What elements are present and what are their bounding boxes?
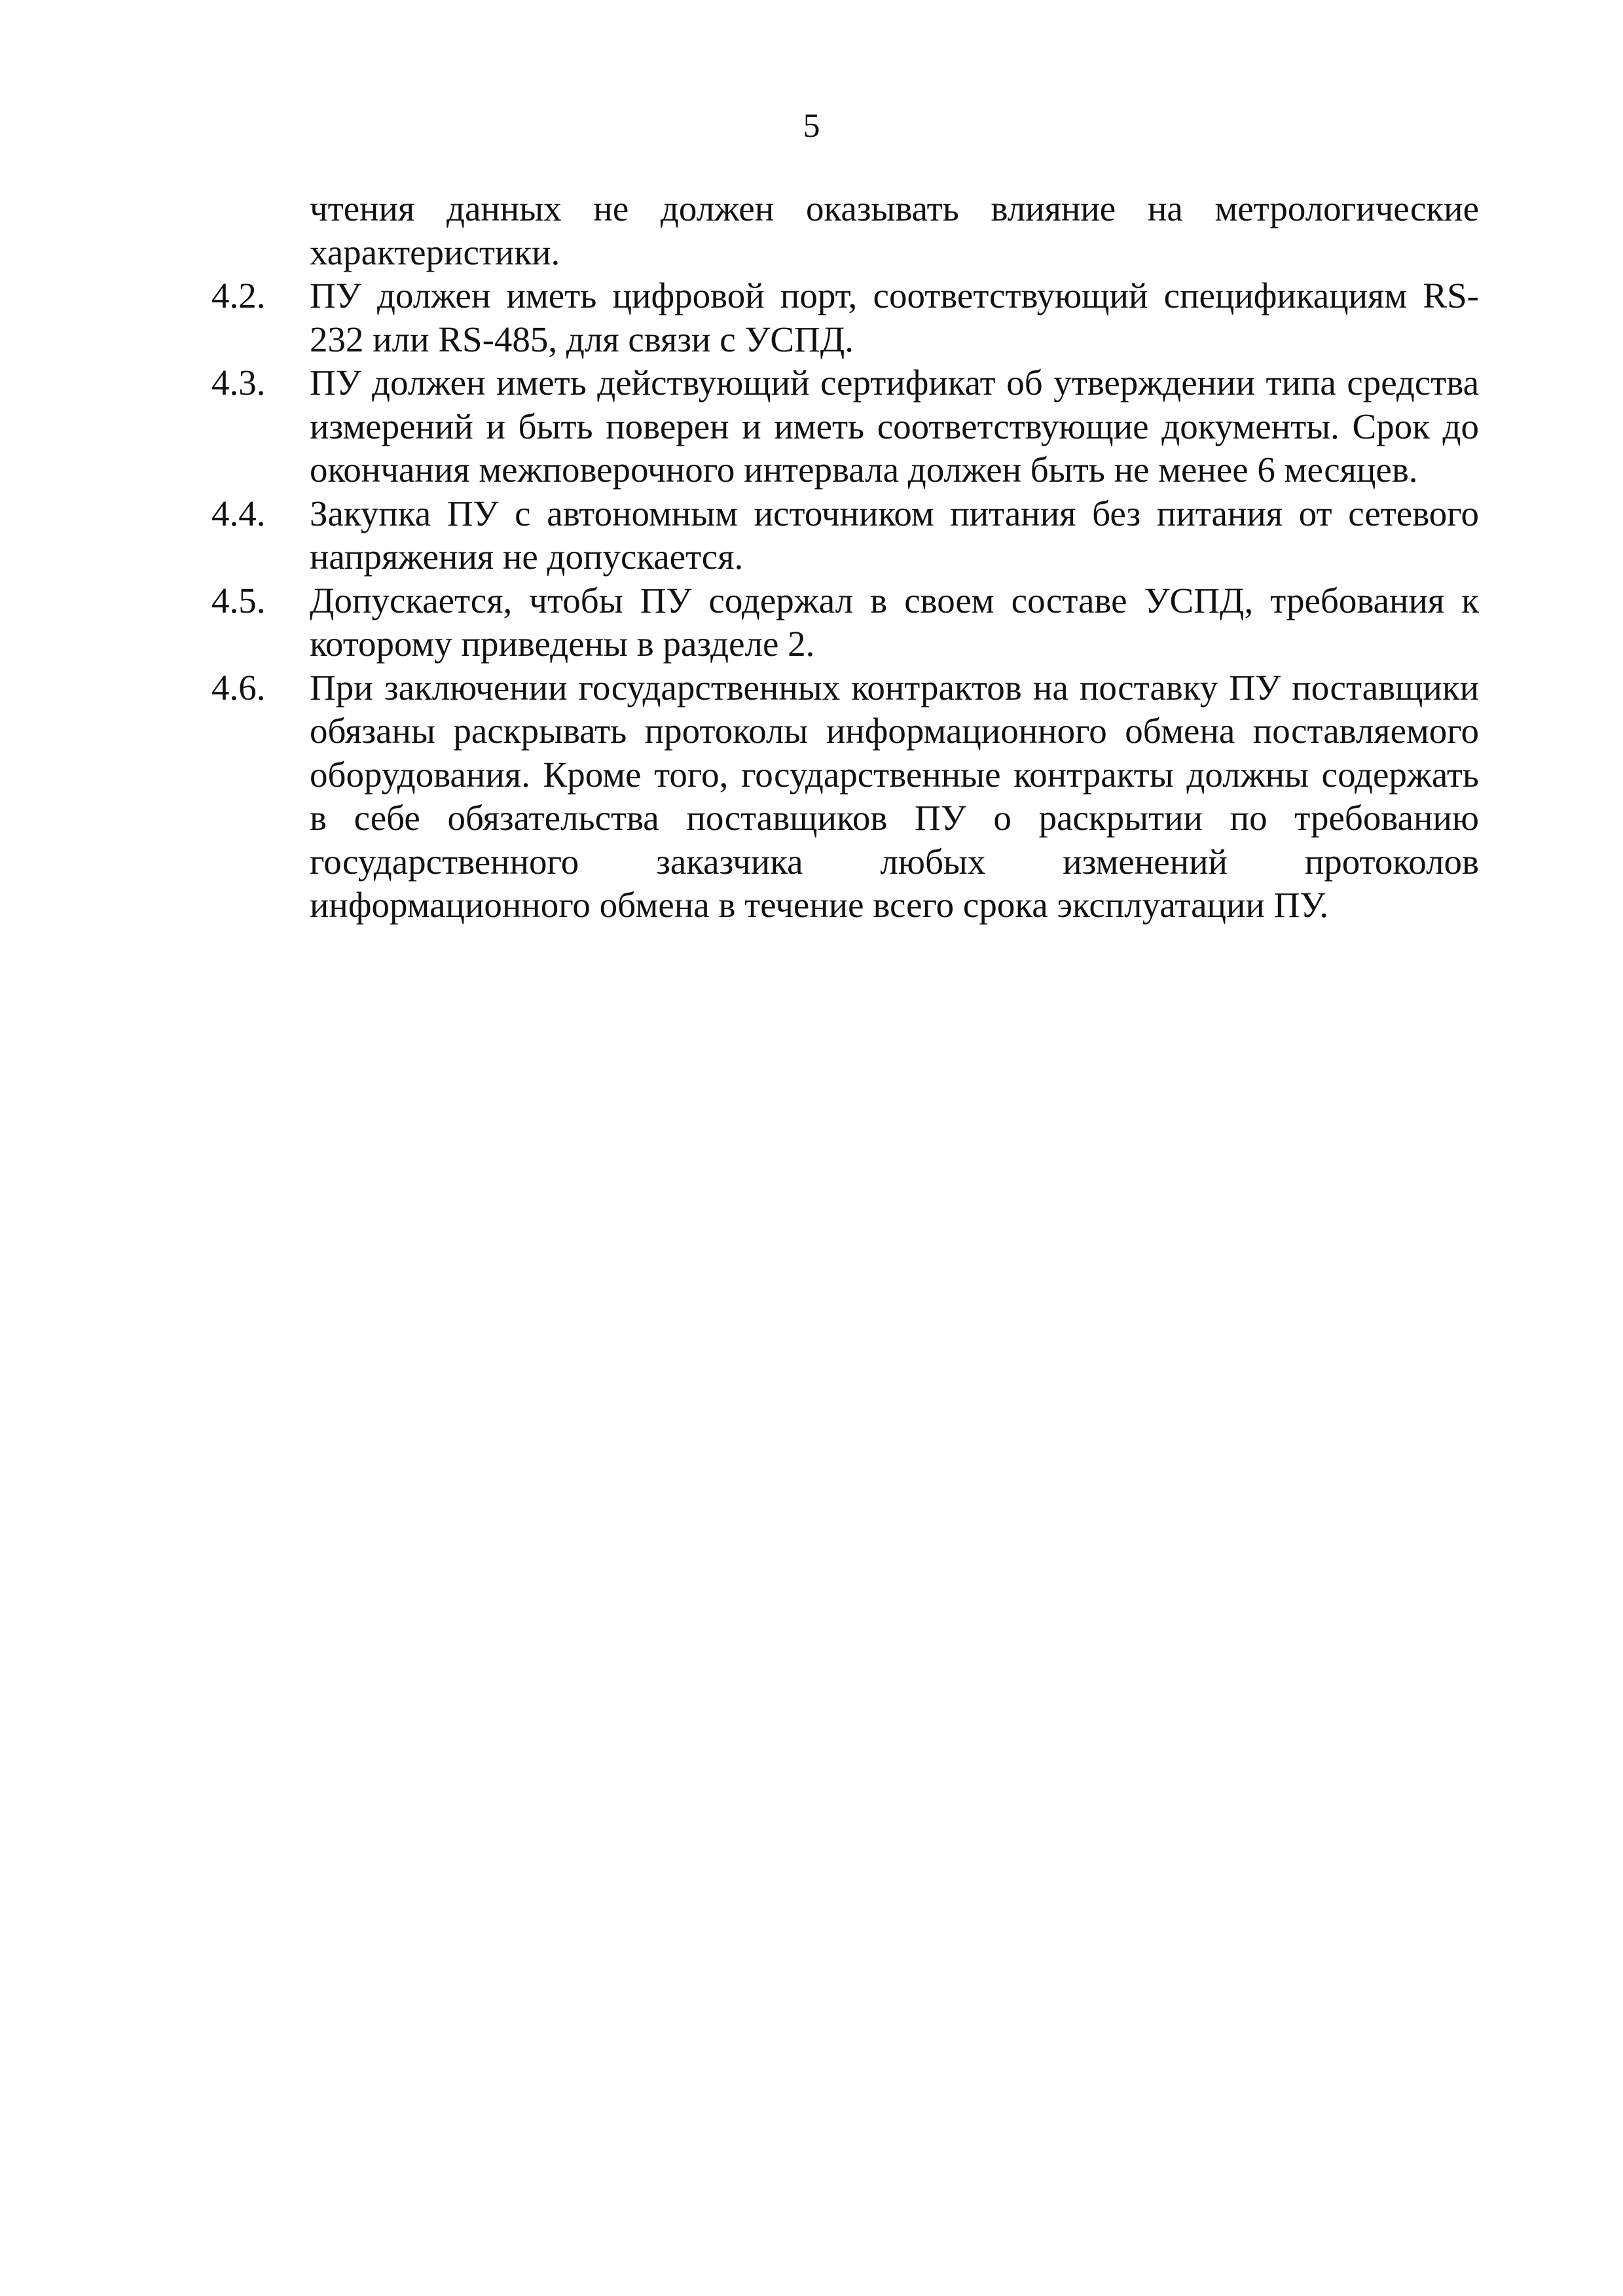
clause-number: 4.6. bbox=[211, 667, 266, 708]
continuation-text: чтения данных не должен оказывать влияние на метрологические характеристики. bbox=[310, 188, 1479, 272]
clause-number: 4.4. bbox=[211, 493, 266, 533]
clause-text: При заключении государственных контрактов на поставку ПУ поставщики обязаны раскрывать протоколы информационного обмена поставляемого оборудования. Кроме того, государственные контракты должны содержать в себе обязательства поставщиков ПУ о раскрытии по требованию государственного заказчика любых изменений протоколов информационного обмена в течение всего срока эксплуатации ПУ. bbox=[310, 667, 1479, 925]
page-number: 5 bbox=[803, 107, 820, 145]
clause-text: ПУ должен иметь действующий сертификат об утверждении типа средства измерений и быть поверен и иметь соответствующие документы. Срок до окончания межповерочного интервала должен быть не менее 6 месяцев. bbox=[310, 363, 1479, 490]
clause-text: Допускается, чтобы ПУ содержал в своем составе УСПД, требования к которому приведены в разделе 2. bbox=[310, 580, 1479, 664]
clause-4-5 bbox=[211, 579, 1479, 666]
clause-number: 4.3. bbox=[211, 363, 266, 403]
clause-4-4 bbox=[211, 492, 1479, 579]
clause-4-2 bbox=[211, 274, 1479, 361]
clause-number: 4.2. bbox=[211, 276, 266, 315]
clause-4-6 bbox=[211, 666, 1479, 927]
document-body bbox=[211, 187, 1479, 927]
continuation-paragraph bbox=[211, 187, 1479, 274]
clause-number: 4.5. bbox=[211, 580, 266, 620]
clause-4-3 bbox=[211, 361, 1479, 492]
clause-text: ПУ должен иметь цифровой порт, соответствующий спецификациям RS-232 или RS-485, для связи с УСПД. bbox=[310, 276, 1479, 359]
clause-text: Закупка ПУ с автономным источником питания без питания от сетевого напряжения не допускается. bbox=[310, 493, 1479, 577]
